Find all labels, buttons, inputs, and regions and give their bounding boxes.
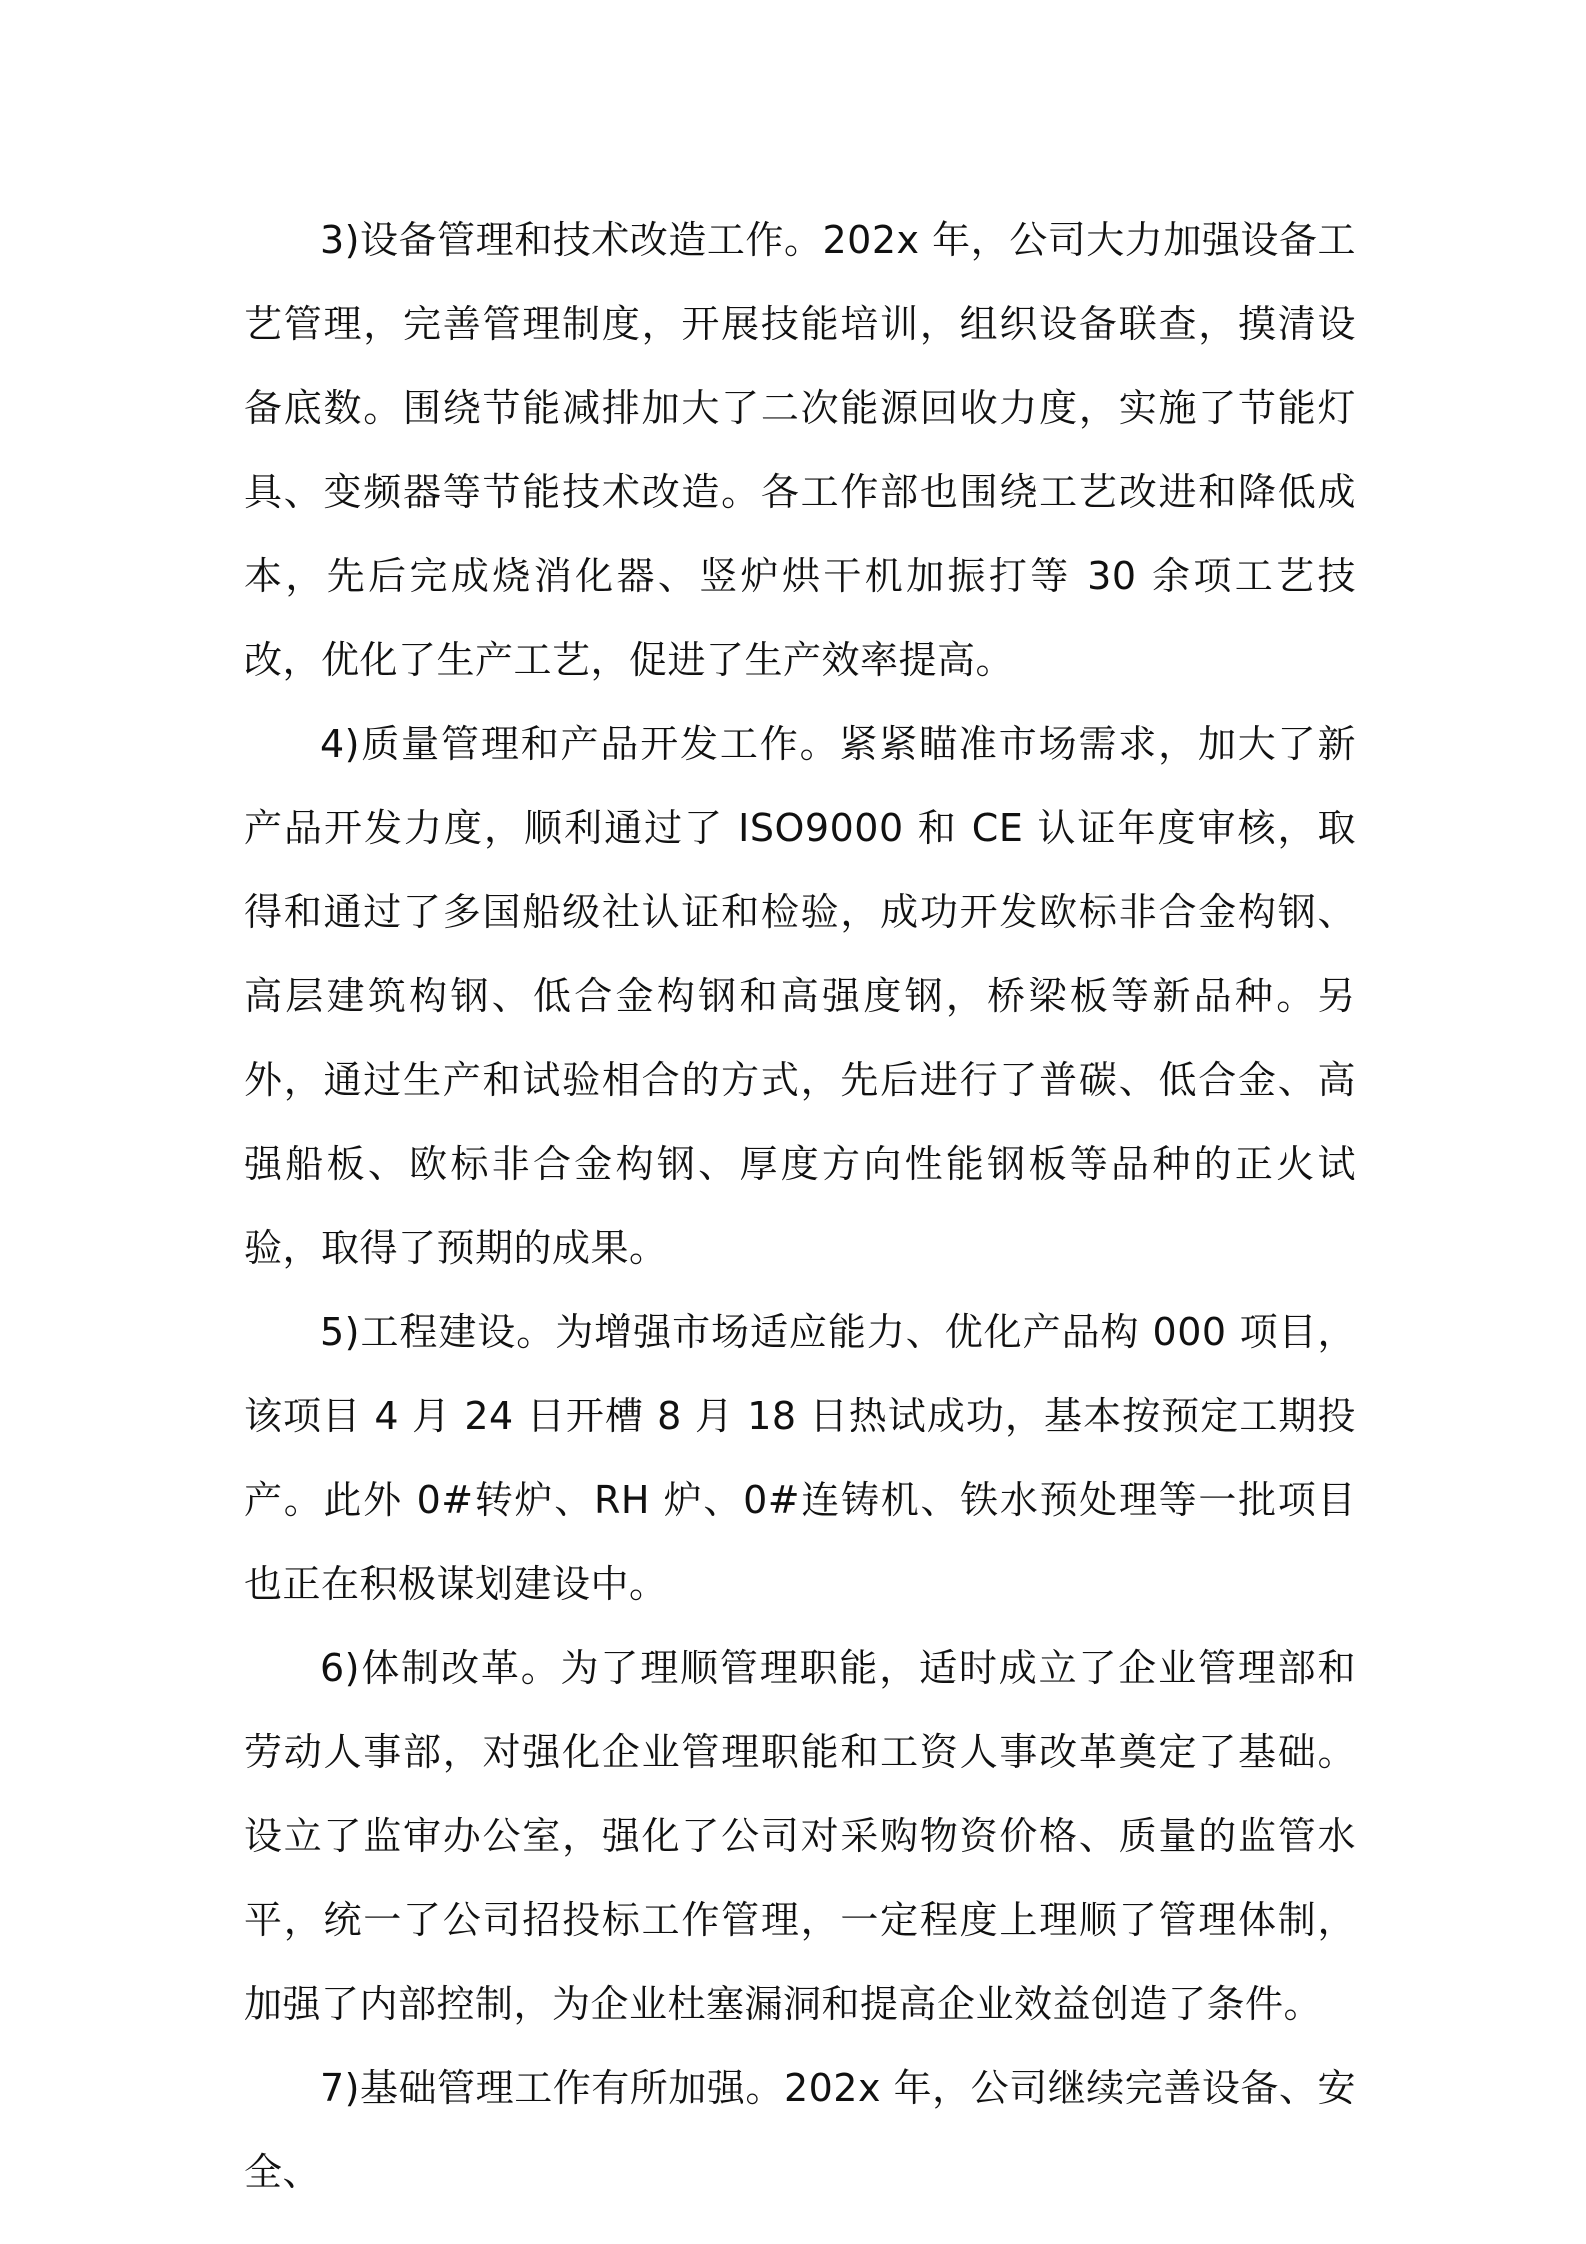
paragraph-equipment-management: 3)设备管理和技术改造工作。202x 年，公司大力加强设备工艺管理，完善管理制度，开展技能培训，组织设备联查，摸清设备底数。围绕节能减排加大了二次能源回收力度，实施了节能灯具、变频器等节能技术改造。各工作部也围绕工艺改进和降低成本，先后完成烧消化器、竖炉烘干机加振打等 30 余项工艺技改，优化了生产工艺，促进了生产效率提高。 <box>244 218 1356 682</box>
document-body <box>244 198 1356 2214</box>
paragraph-basic-management: 7)基础管理工作有所加强。202x 年，公司继续完善设备、安全、 <box>244 2066 1356 2194</box>
paragraph-quality-management: 4)质量管理和产品开发工作。紧紧瞄准市场需求，加大了新产品开发力度，顺利通过了 ISO9000 和 CE 认证年度审核，取得和通过了多国船级社认证和检验，成功开发欧标非合金构钢、高层建筑构钢、低合金构钢和高强度钢，桥梁板等新品种。另外，通过生产和试验相合的方式，先后进行了普碳、低合金、高强船板、欧标非合金构钢、厚度方向性能钢板等品种的正火试验，取得了预期的成果。 <box>244 722 1356 1270</box>
paragraph-system-reform: 6)体制改革。为了理顺管理职能，适时成立了企业管理部和劳动人事部，对强化企业管理职能和工资人事改革奠定了基础。设立了监审办公室，强化了公司对采购物资价格、质量的监管水平，统一了公司招投标工作管理，一定程度上理顺了管理体制，加强了内部控制，为企业杜塞漏洞和提高企业效益创造了条件。 <box>244 1646 1356 2026</box>
paragraph-engineering-construction: 5)工程建设。为增强市场适应能力、优化产品构 000 项目，该项目 4 月 24 日开槽 8 月 18 日热试成功，基本按预定工期投产。此外 0#转炉、RH 炉、0#连铸机、铁水预处理等一批项目也正在积极谋划建设中。 <box>244 1310 1356 1606</box>
